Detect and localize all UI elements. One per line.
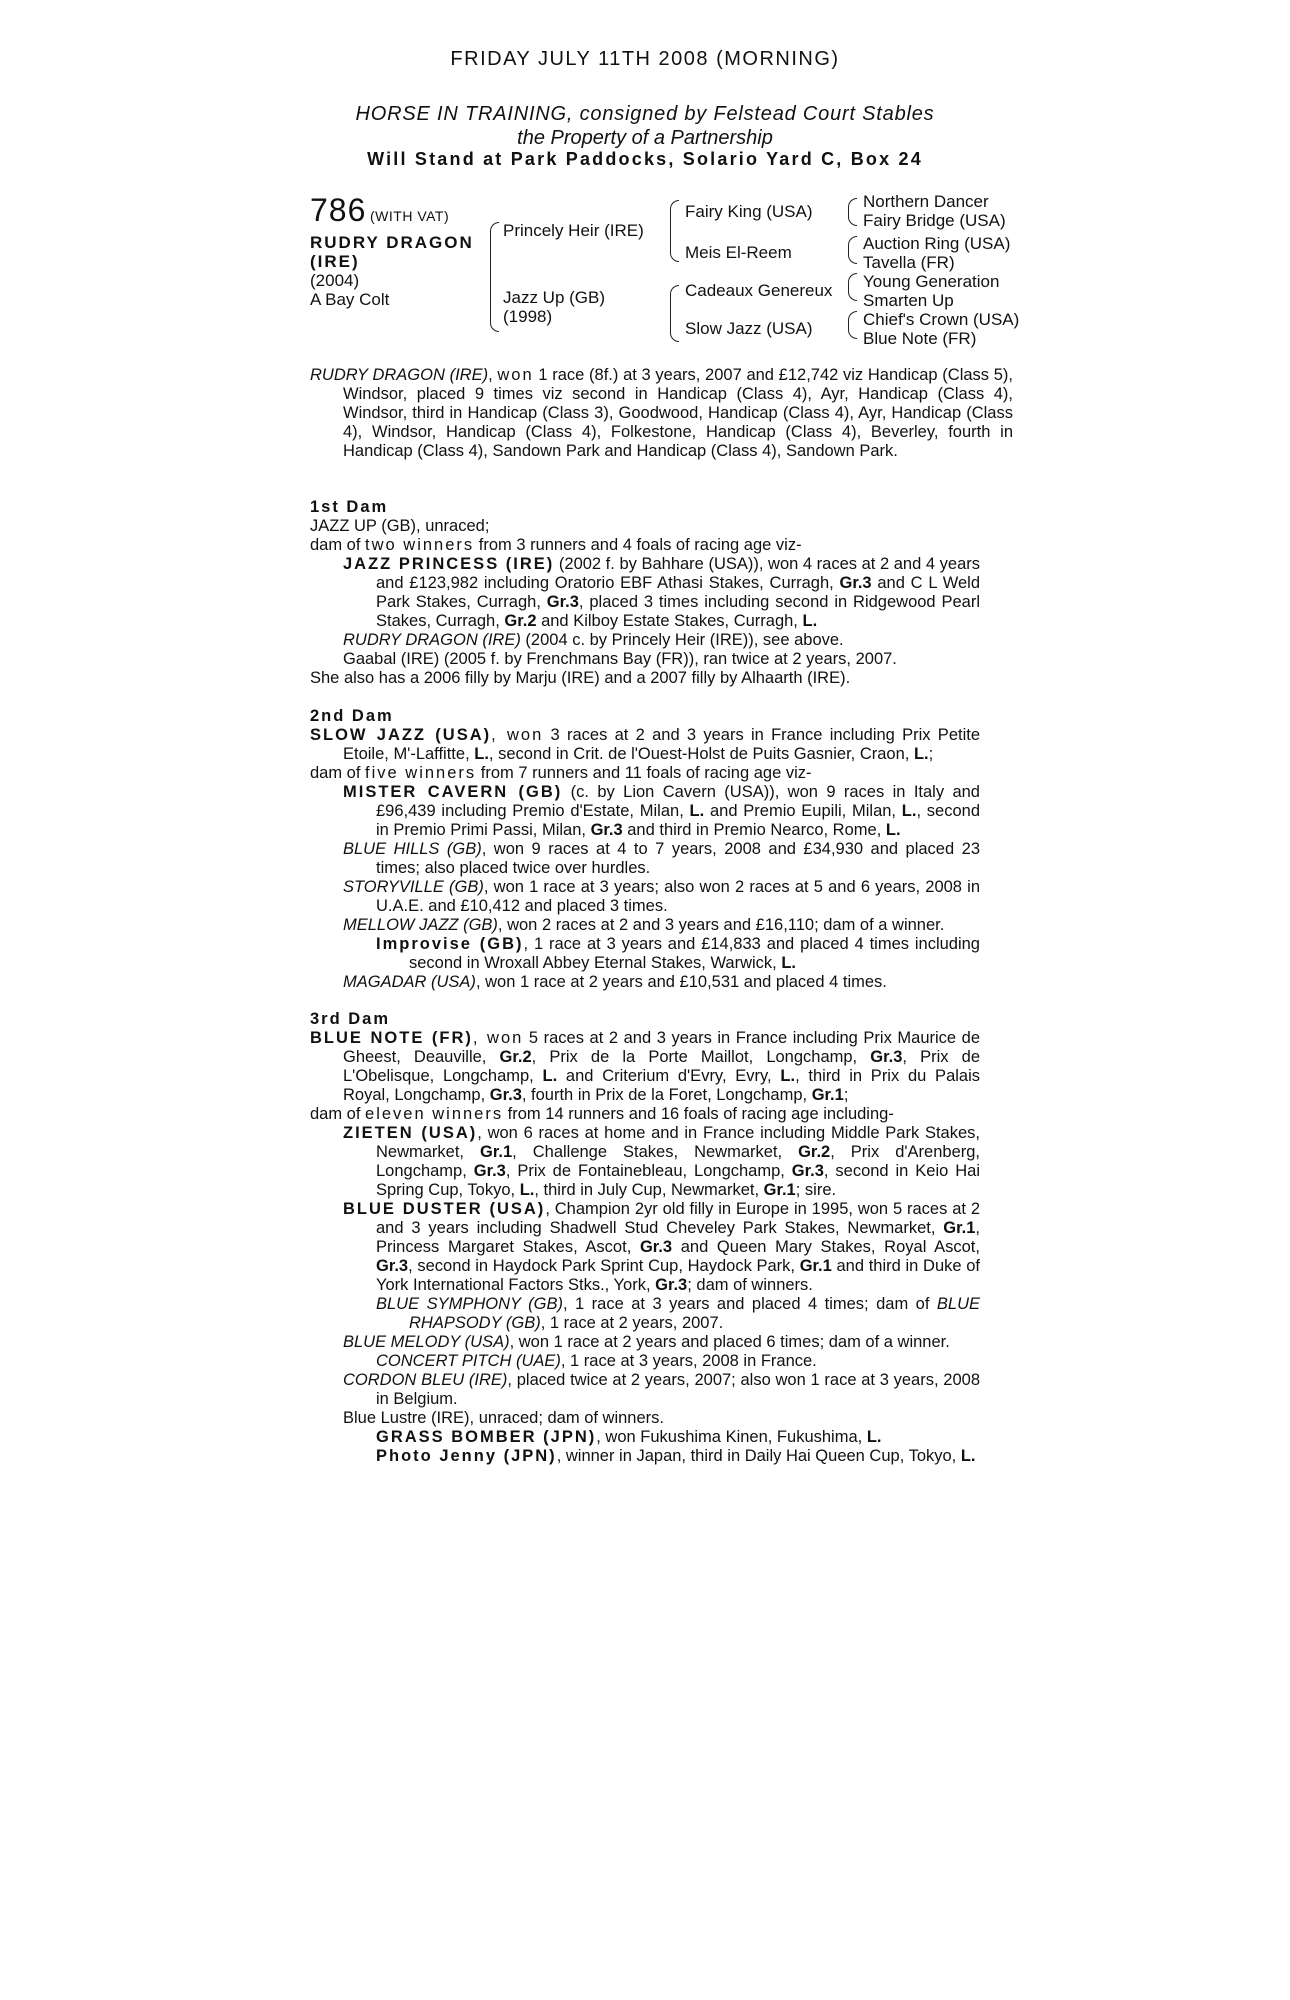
progeny-entry: Gaabal (IRE) (2005 f. by Frenchmans Bay (FR)), ran twice at 2 years, 2007. [343,650,897,668]
dam: Jazz Up (GB) [503,288,606,307]
first-dam-summary: dam of two winners from 3 runners and 4 foals of racing age viz- [310,536,802,554]
progeny-entry: CONCERT PITCH (UAE), 1 race at 3 years, 2008 in France. [376,1352,817,1370]
progeny-entry: BLUE DUSTER (USA), Champion 2yr old filly in Europe in 1995, won 5 races at 2 and 3 years including Shadwell Stud Cheveley Park Stakes, Newmarket, Gr.1, Princess Margaret Stakes, Ascot, Gr.3 and Queen Mary Stakes, Royal Ascot, Gr.3, second in Haydock Park Sprint Cup, Haydock Park, Gr.1 and third in Duke of York International Factors Stks., York, Gr.3; dam of winners. [343,1200,980,1294]
location-line: Will Stand at Park Paddocks, Solario Yard C, Box 24 [367,149,923,169]
progeny-entry: MAGADAR (USA), won 1 race at 2 years and £10,531 and placed 4 times. [343,973,887,991]
pedigree-brace [848,311,857,339]
vat-note: (WITH VAT) [370,208,450,224]
race-record: RUDRY DRAGON (IRE), won 1 race (8f.) at 3 years, 2007 and £12,742 viz Handicap (Class 5), Windsor, placed 9 times viz second in Handicap (Class 4), Ayr, Handicap (Class 4), Windsor, third in Handicap (Class 3), Goodwood, Handicap (Class 4), Ayr, Handicap (Class 4), Windsor, Handicap (Class 4), Folkestone, Handicap (Class 4), Beverley, fourth in Handicap (Class 4), Sandown Park and Handicap (Class 4), Sandown Park. [310,366,1014,460]
first-dam-section [310,498,980,688]
grandparent-1: Northern Dancer [863,192,989,211]
progeny-entry: Blue Lustre (IRE), unraced; dam of winners. [343,1409,664,1427]
grandparent-2: Fairy Bridge (USA) [863,211,1006,230]
first-dam-note: She also has a 2006 filly by Marju (IRE) and a 2007 filly by Alhaarth (IRE). [310,669,851,687]
progeny-entry: Photo Jenny (JPN), winner in Japan, third in Daily Hai Queen Cup, Tokyo, L. [376,1447,976,1465]
sire: Princely Heir (IRE) [503,221,644,240]
consignment-line: HORSE IN TRAINING, consigned by Felstead Court Stables [355,103,935,125]
progeny-entry: BLUE MELODY (USA), won 1 race at 2 years and placed 6 times; dam of a winner. [343,1333,950,1351]
won-label: won [497,366,534,384]
progeny-entry: BLUE SYMPHONY (GB), 1 race at 3 years and placed 4 times; dam of BLUE RHAPSODY (GB), 1 race at 2 years, 2007. [376,1295,980,1332]
second-dam-record: SLOW JAZZ (USA), won 3 races at 2 and 3 years in France including Prix Petite Etoile, M'-Laffitte, L., second in Crit. de l'Ouest-Holst de Puits Gasnier, Craon, L.; [310,726,981,763]
dam-dam: Slow Jazz (USA) [685,319,813,338]
horse-name: RUDRY DRAGON [310,233,474,252]
third-dam-section [310,1010,980,1466]
progeny-entry: ZIETEN (USA), won 6 races at home and in France including Middle Park Stakes, Newmarket, Gr.1, Challenge Stakes, Newmarket, Gr.2, Prix d'Arenberg, Longchamp, Gr.3, Prix de Fontainebleau, Longchamp, Gr.3, second in Keio Hai Spring Cup, Tokyo, L., third in July Cup, Newmarket, Gr.1; sire. [343,1124,980,1199]
pedigree-brace [848,273,857,301]
progeny-entry: CORDON BLEU (IRE), placed twice at 2 years, 2007; also won 1 race at 3 years, 2008 in Belgium. [343,1371,980,1408]
grandparent-6: Smarten Up [863,291,954,310]
dam-sire: Cadeaux Genereux [685,281,833,300]
sire-sire: Fairy King (USA) [685,202,813,221]
second-dam-section [310,707,980,992]
race-record-text: 1 race (8f.) at 3 years, 2007 and £12,742 viz Handicap (Class 5), Windsor, placed 9 times viz second in Handicap (Class 4), Ayr, Handicap (Class 4), Windsor, third in Handicap (Class 3), Goodwood, Handicap (Class 4), Ayr, Handicap (Class 4), Windsor, Handicap (Class 4), Folkestone, Handicap (Class 4), Beverley, fourth in Handicap (Class 4), Sandown Park and Handicap (Class 4), Sandown Park. [343,366,1014,460]
grandparent-4: Tavella (FR) [863,253,955,272]
grandparent-8: Blue Note (FR) [863,329,977,348]
progeny-entry: RUDRY DRAGON (IRE) (2004 c. by Princely Heir (IRE)), see above. [343,631,844,649]
pedigree-brace [670,200,679,262]
first-dam-line: JAZZ UP (GB), unraced; [310,517,490,535]
progeny-entry: MELLOW JAZZ (GB), won 2 races at 2 and 3 years and £16,110; dam of a winner. [343,916,945,934]
progeny-entry: Improvise (GB), 1 race at 3 years and £14,833 and placed 4 times including second in Wroxall Abbey Eternal Stakes, Warwick, L. [376,935,980,972]
first-dam-heading: 1st Dam [310,498,389,516]
horse-name-italic: RUDRY DRAGON (IRE) [310,366,489,384]
second-dam-heading: 2nd Dam [310,707,394,725]
progeny-entry: MISTER CAVERN (GB) (c. by Lion Cavern (USA)), won 9 races in Italy and £96,439 including Premio d'Estate, Milan, L. and Premio Eupili, Milan, L., second in Premio Primi Passi, Milan, Gr.3 and third in Premio Nearco, Rome, L. [343,783,981,839]
foaling-year: (2004) [310,271,360,290]
grandparent-5: Young Generation [863,272,1000,291]
progeny-entry: STORYVILLE (GB), won 1 race at 3 years; also won 2 races at 5 and 6 years, 2008 in U.A.E. and £10,412 and placed 3 times. [343,878,980,915]
sire-dam: Meis El-Reem [685,243,792,262]
lot-number: 786 [310,192,367,228]
third-dam-heading: 3rd Dam [310,1010,391,1028]
progeny-entry: BLUE HILLS (GB), won 9 races at 4 to 7 years, 2008 and £34,930 and placed 23 times; also placed twice over hurdles. [343,840,980,877]
pedigree-brace [848,236,857,264]
horse-name-suffix: (IRE) [310,252,360,271]
dam-year: (1998) [503,307,553,326]
grandparent-7: Chief's Crown (USA) [863,310,1020,329]
third-dam-summary: dam of eleven winners from 14 runners and 16 foals of racing age including- [310,1105,894,1123]
grandparent-3: Auction Ring (USA) [863,234,1011,253]
pedigree-brace [670,285,679,342]
progeny-entry: JAZZ PRINCESS (IRE) (2002 f. by Bahhare (USA)), won 4 races at 2 and 4 years and £123,982 including Oratorio EBF Athasi Stakes, Curragh, Gr.3 and C L Weld Park Stakes, Curragh, Gr.3, placed 3 times including second in Ridgewood Pearl Stakes, Curragh, Gr.2 and Kilboy Estate Stakes, Curragh, L. [343,555,981,630]
pedigree-brace [490,222,499,332]
pedigree-brace [848,198,857,226]
horse-description: A Bay Colt [310,290,390,309]
property-line: the Property of a Partnership [517,127,773,149]
sale-date: FRIDAY JULY 11TH 2008 (MORNING) [450,48,840,70]
second-dam-summary: dam of five winners from 7 runners and 11 foals of racing age viz- [310,764,812,782]
third-dam-record: BLUE NOTE (FR), won 5 races at 2 and 3 years in France including Prix Maurice de Gheest, Deauville, Gr.2, Prix de la Porte Maillot, Longchamp, Gr.3, Prix de L'Obelisque, Longchamp, L. and Criterium d'Evry, Evry, L., third in Prix du Palais Royal, Longchamp, Gr.3, fourth in Prix de la Foret, Longchamp, Gr.1; [310,1029,981,1104]
progeny-entry: GRASS BOMBER (JPN), won Fukushima Kinen, Fukushima, L. [376,1428,882,1446]
